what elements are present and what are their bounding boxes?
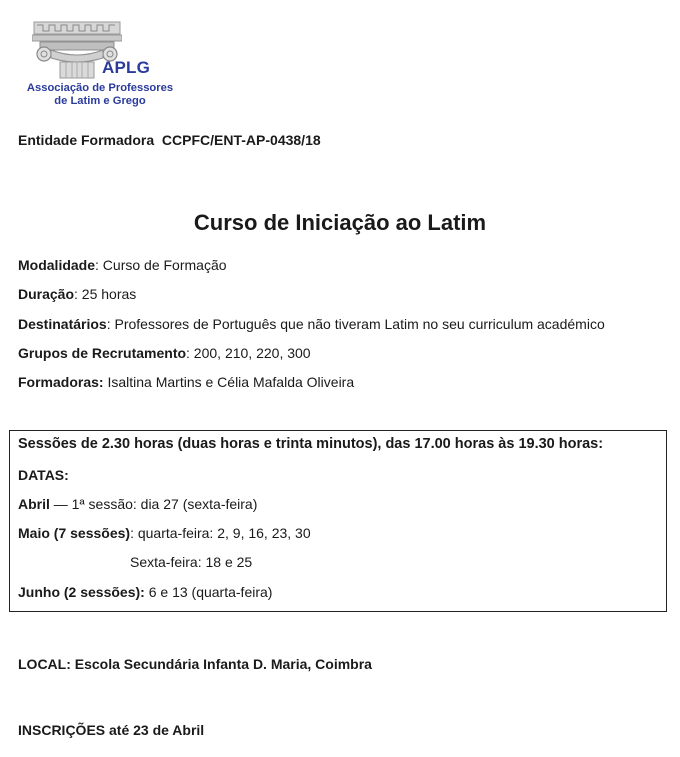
detail-value: Isaltina Martins e Célia Mafalda Oliveira (103, 374, 355, 390)
month-value: — 1ª sessão: dia 27 (sexta-feira) (49, 496, 258, 512)
logo-name (22, 82, 178, 107)
detail-destinatarios (18, 315, 605, 333)
detail-label: Destinatários (18, 316, 107, 332)
dates-label: DATAS: (18, 467, 69, 483)
schedule-june (18, 583, 272, 601)
logo-acronym: APLG (102, 58, 151, 77)
entity-code: CCPFC/ENT-AP-0438/18 (161, 132, 321, 148)
month-label: Abril (18, 496, 50, 512)
aplg-logo (22, 18, 182, 113)
month-label: Maio (7 sessões) (18, 525, 131, 541)
schedule-heading: Sessões de 2.30 horas (duas horas e trinta minutos), das 17.00 horas às 19.30 horas: (18, 436, 604, 452)
entity-line (18, 131, 321, 149)
detail-value: : Professores de Português que não tiveram Latim no seu curriculum académico (106, 316, 605, 332)
detail-value: : Curso de Formação (95, 257, 227, 273)
month-label: Junho (2 sessões): (18, 584, 145, 600)
schedule-april (18, 495, 257, 513)
month-value: : quarta-feira: 2, 9, 16, 23, 30 (130, 525, 311, 541)
detail-label: Formadoras: (18, 374, 104, 390)
detail-formadoras (18, 373, 354, 391)
page-title: Curso de Iniciação ao Latim (193, 210, 487, 235)
logo-name-line2: de Latim e Grego (54, 94, 146, 107)
registration-line: INSCRIÇÕES até 23 de Abril (18, 722, 205, 738)
detail-modalidade (18, 256, 227, 274)
logo-name-line1: Associação de Professores (26, 82, 174, 94)
month-value: 6 e 13 (quarta-feira) (144, 584, 273, 600)
detail-label: Grupos de Recrutamento (18, 345, 187, 361)
detail-label: Duração (18, 286, 75, 302)
schedule-may (18, 524, 311, 542)
detail-label: Modalidade (18, 257, 96, 273)
schedule-may-friday: Sexta-feira: 18 e 25 (130, 554, 253, 570)
detail-value: : 25 horas (74, 286, 137, 302)
location-line: LOCAL: Escola Secundária Infanta D. Maria, Coimbra (18, 656, 372, 672)
detail-duracao (18, 285, 136, 303)
detail-value: : 200, 210, 220, 300 (186, 345, 311, 361)
entity-label: Entidade Formadora (18, 132, 155, 148)
detail-grupos (18, 344, 311, 362)
